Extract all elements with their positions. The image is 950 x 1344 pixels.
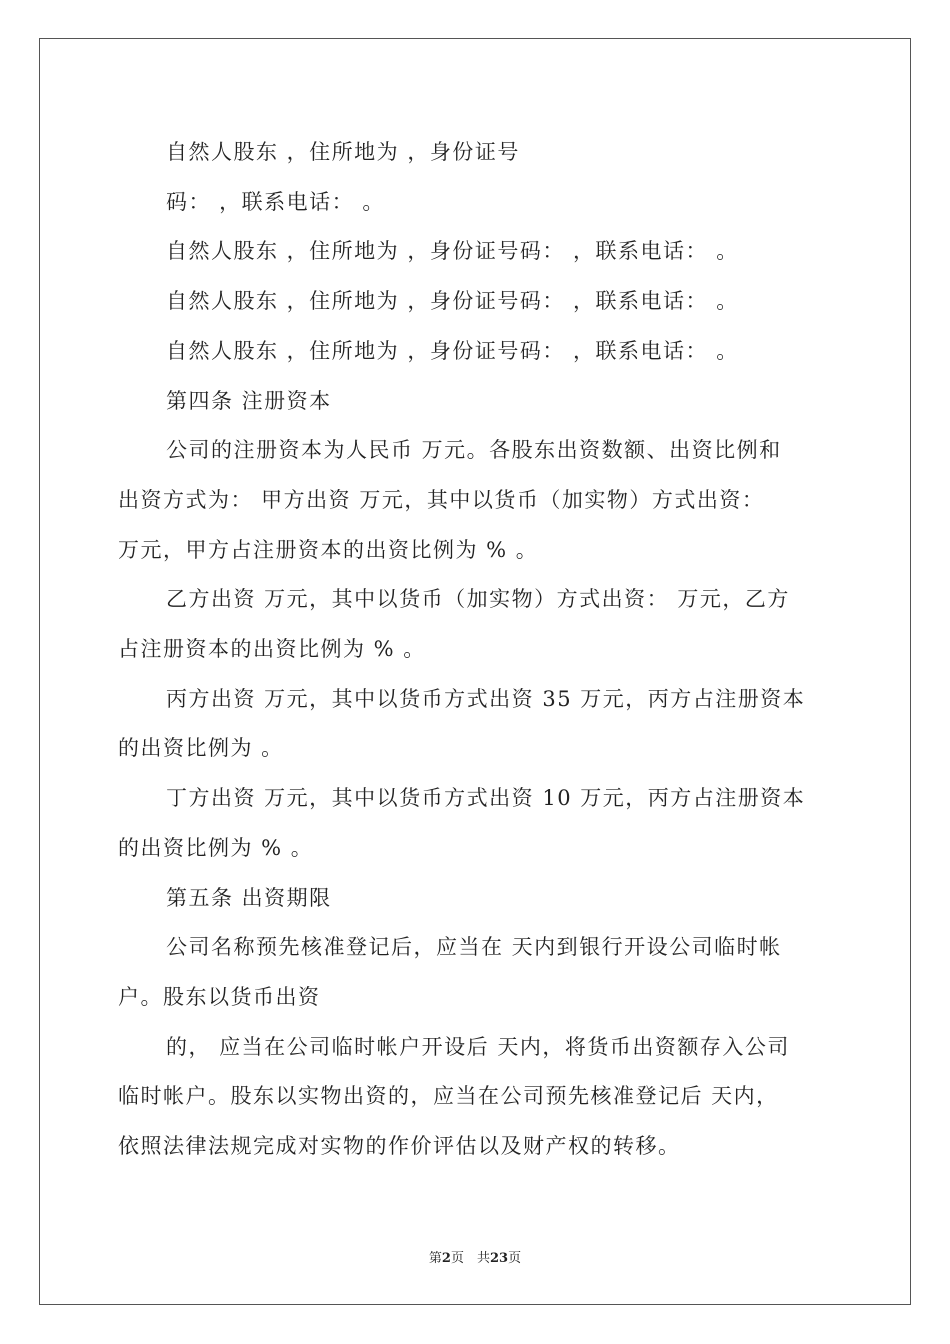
text-line: 万元，甲方占注册资本的出资比例为 % 。 xyxy=(118,537,539,562)
text-line: 自然人股东 ，住所地为 ，身份证号码： ，联系电话： 。 xyxy=(166,338,739,363)
text-line: 出资方式为： 甲方出资 万元，其中以货币（加实物）方式出资： xyxy=(118,487,765,512)
text-line: 公司的注册资本为人民币 万元。各股东出资数额、出资比例和 xyxy=(166,438,782,463)
text-line: 丁方出资 万元，其中以货币方式出资 10 万元，丙方占注册资本 xyxy=(166,786,806,811)
text-line: 丙方出资 万元，其中以货币方式出资 35 万元，丙方占注册资本 xyxy=(166,686,806,711)
text-line: 乙方出资 万元，其中以货币（加实物）方式出资： 万元，乙方 xyxy=(166,587,790,612)
footer-suffix: 页 xyxy=(508,1251,522,1266)
footer-prefix: 第 xyxy=(428,1251,442,1266)
text-line: 的出资比例为 。 xyxy=(118,736,284,761)
text-line: 占注册资本的出资比例为 % 。 xyxy=(118,637,426,662)
text-line: 自然人股东 ，住所地为 ，身份证号码： ，联系电话： 。 xyxy=(166,239,739,264)
footer-mid: 页 共 xyxy=(450,1251,490,1266)
page-footer xyxy=(0,1247,950,1266)
document-body xyxy=(118,128,838,1172)
text-line: 依照法律法规完成对实物的作价评估以及财产权的转移。 xyxy=(118,1134,681,1159)
text-line: 自然人股东 ，住所地为 ，身份证号 xyxy=(166,140,520,164)
text-line: 公司名称预先核准登记后，应当在 天内到银行开设公司临时帐 xyxy=(166,935,782,960)
text-line: 码： ，联系电话： 。 xyxy=(166,189,385,214)
text-line: 临时帐户。股东以实物出资的，应当在公司预先核准登记后 天内， xyxy=(118,1084,779,1109)
text-line: 的， 应当在公司临时帐户开设后 天内，将货币出资额存入公司 xyxy=(166,1034,790,1059)
text-line: 户。股东以货币出资 xyxy=(118,984,321,1009)
page-total: 23 xyxy=(489,1251,509,1266)
text-line: 自然人股东 ，住所地为 ，身份证号码： ，联系电话： 。 xyxy=(166,289,739,314)
section-heading: 第四条 注册资本 xyxy=(166,388,332,413)
text-line: 的出资比例为 % 。 xyxy=(118,835,314,860)
page-number: 2 xyxy=(441,1251,451,1266)
section-heading: 第五条 出资期限 xyxy=(166,885,332,910)
